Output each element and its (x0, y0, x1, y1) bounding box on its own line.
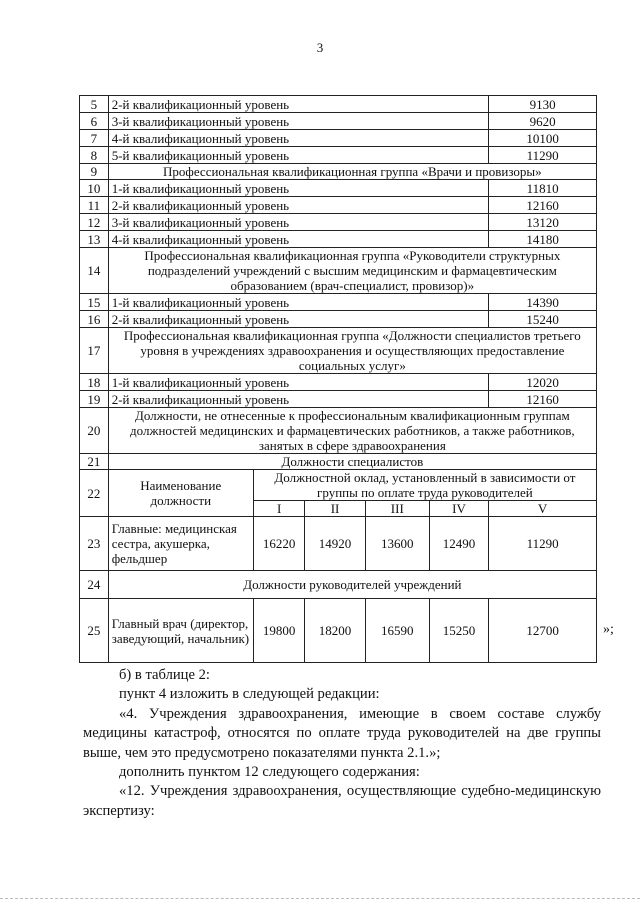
table-row (80, 470, 597, 501)
group-header: V (489, 501, 597, 517)
row-number: 14 (80, 248, 109, 294)
table-row (80, 311, 597, 328)
row-group-title: Должности, не отнесенные к профессиональным квалификационным группам должностей медицинских и фармацевтических работников, а также работников, занятых в сфере здравоохранения (108, 408, 596, 454)
group-header: IV (429, 501, 488, 517)
row-value: 11290 (489, 147, 597, 164)
row-number: 9 (80, 164, 109, 180)
table-row (80, 454, 597, 470)
closing-quote: »; (603, 622, 614, 637)
row-value: 12020 (489, 374, 597, 391)
table-row (80, 374, 597, 391)
row-value: 15240 (489, 311, 597, 328)
table-row (80, 328, 597, 374)
group-header: I (253, 501, 305, 517)
row-label: 2-й квалификационный уровень (108, 197, 489, 214)
salary-value: 16590 (365, 599, 429, 663)
group-header: II (305, 501, 365, 517)
row-number: 11 (80, 197, 109, 214)
table-row (80, 517, 597, 571)
table-row (80, 197, 597, 214)
row-number: 12 (80, 214, 109, 231)
table-row (80, 180, 597, 197)
row-number: 17 (80, 328, 109, 374)
row-number: 5 (80, 96, 109, 113)
paragraph-item12-text: «12. Учреждения здравоохранения, осуществляющие судебно-медицинскую экспертизу: (83, 783, 601, 819)
paragraph-item12-intro: дополнить пунктом 12 следующего содержания: (119, 764, 420, 781)
salary-value: 12700 (489, 599, 597, 663)
table-row (80, 294, 597, 311)
salary-value: 18200 (305, 599, 365, 663)
row-label: 4-й квалификационный уровень (108, 130, 489, 147)
row-label: 3-й квалификационный уровень (108, 113, 489, 130)
table-row (80, 147, 597, 164)
row-value: 10100 (489, 130, 597, 147)
row-number: 25 (80, 599, 109, 663)
salary-value: 19800 (253, 599, 305, 663)
row-label: 3-й квалификационный уровень (108, 214, 489, 231)
salary-table (79, 95, 597, 663)
row-value: 9130 (489, 96, 597, 113)
row-number: 15 (80, 294, 109, 311)
row-number: 6 (80, 113, 109, 130)
body-text (83, 666, 601, 821)
table-row (80, 408, 597, 454)
row-value: 13120 (489, 214, 597, 231)
page-number: 3 (316, 40, 324, 55)
salary-value: 13600 (365, 517, 429, 571)
row-number: 21 (80, 454, 109, 470)
row-label: 5-й квалификационный уровень (108, 147, 489, 164)
row-value: 12160 (489, 391, 597, 408)
page-bottom-line (0, 898, 640, 899)
row-number: 24 (80, 571, 109, 599)
table-row (80, 130, 597, 147)
table-row (80, 231, 597, 248)
row-label: 4-й квалификационный уровень (108, 231, 489, 248)
salary-value: 12490 (429, 517, 488, 571)
position-name: Главные: медицинская сестра, акушерка, фельдшер (108, 517, 253, 571)
row-label: 1-й квалификационный уровень (108, 180, 489, 197)
row-value: 14390 (489, 294, 597, 311)
row-label: 1-й квалификационный уровень (108, 374, 489, 391)
salary-value: 15250 (429, 599, 488, 663)
row-label: 2-й квалификационный уровень (108, 391, 489, 408)
table-row (80, 248, 597, 294)
position-name-header: Наименование должности (108, 470, 253, 517)
row-label: 2-й квалификационный уровень (108, 311, 489, 328)
table-row (80, 391, 597, 408)
row-number: 19 (80, 391, 109, 408)
table-row (80, 599, 597, 663)
row-number: 10 (80, 180, 109, 197)
row-label: 2-й квалификационный уровень (108, 96, 489, 113)
salary-value: 14920 (305, 517, 365, 571)
row-number: 20 (80, 408, 109, 454)
row-label: 1-й квалификационный уровень (108, 294, 489, 311)
table-row (80, 113, 597, 130)
row-value: 12160 (489, 197, 597, 214)
paragraph-item4-text: «4. Учреждения здравоохранения, имеющие в своем составе службу медицины катастроф, относятся по оплате труда руководителей на две группы выше, чем это предусмотрено показателями пункта 2.1.»; (83, 705, 601, 761)
row-number: 16 (80, 311, 109, 328)
table-row (80, 571, 597, 599)
row-group-title: Должности специалистов (108, 454, 596, 470)
salary-value: 16220 (253, 517, 305, 571)
row-group-title: Профессиональная квалификационная группа «Должности специалистов третьего уровня в учреждениях здравоохранения и осуществляющих предоставление социальных услуг» (108, 328, 596, 374)
table-row (80, 164, 597, 180)
row-group-title: Профессиональная квалификационная группа «Врачи и провизоры» (108, 164, 596, 180)
row-number: 7 (80, 130, 109, 147)
row-number: 13 (80, 231, 109, 248)
position-name: Главный врач (директор, заведующий, начальник) (108, 599, 253, 663)
table-row (80, 214, 597, 231)
paragraph-b: б) в таблице 2: (119, 667, 210, 683)
row-number: 18 (80, 374, 109, 391)
row-number: 8 (80, 147, 109, 164)
row-group-title: Должности руководителей учреждений (108, 571, 596, 599)
row-value: 9620 (489, 113, 597, 130)
table-row (80, 96, 597, 113)
salary-header: Должностной оклад, установленный в зависимости от группы по оплате труда руководителей (253, 470, 596, 501)
group-header: III (365, 501, 429, 517)
salary-value: 11290 (489, 517, 597, 571)
row-value: 11810 (489, 180, 597, 197)
paragraph-item4-intro: пункт 4 изложить в следующей редакции: (119, 686, 380, 703)
row-group-title: Профессиональная квалификационная группа «Руководители структурных подразделений учреждений с высшим медицинским и фармацевтическим образованием (врач-специалист, провизор)» (108, 248, 596, 294)
row-number: 22 (80, 470, 109, 517)
row-number: 23 (80, 517, 109, 571)
row-value: 14180 (489, 231, 597, 248)
